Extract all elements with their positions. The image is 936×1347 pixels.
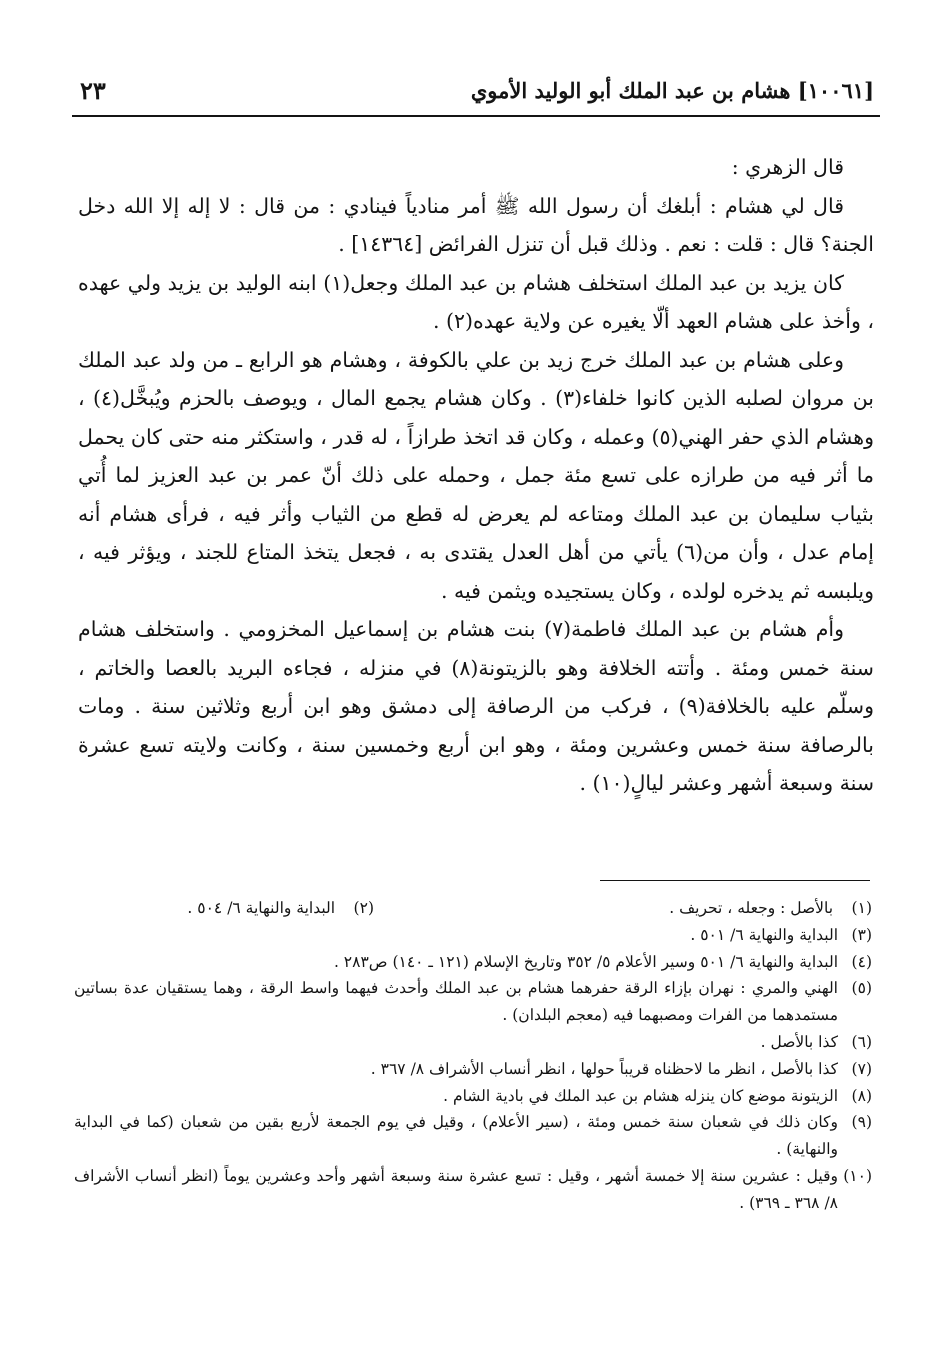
footnote-number: (١) xyxy=(851,899,872,917)
footnote xyxy=(74,895,374,922)
footnote-text: كذا بالأصل ، انظر ما لاحظناه قريباً حولها ، انظر أنساب الأشراف ٨/ ٣٦٧ . xyxy=(370,1059,838,1078)
footnote-number: (٤) xyxy=(851,952,872,971)
footnote-text: بالأصل : وجعله ، تحريف . xyxy=(669,899,834,917)
header-rule xyxy=(72,115,880,117)
footnote-row xyxy=(74,895,872,922)
footnote xyxy=(74,1029,872,1056)
footnotes xyxy=(74,895,872,1217)
footnote-number: (٩) xyxy=(851,1113,872,1132)
footnote-number: (٨) xyxy=(851,1086,872,1105)
footnote-text: البداية والنهاية ٦/ ٥٠٤ . xyxy=(187,899,336,917)
paragraph: وأم هشام بن عبد الملك فاطمة(٧) بنت هشام بن إسماعيل المخزومي . واستخلف هشام سنة خمس ومئة . وأتته الخلافة وهو بالزيتونة(٨) في منزله ، فجاءه البريد بالعصا والخاتم ، وسلّم عليه بالخلافة(٩) ، فركب من الرصافة إلى دمشق وهو ابن أربع وثلاثين سنة . ومات بالرصافة سنة خمس وعشرين ومئة ، وهو ابن أربع وخمسين سنة ، وكانت ولايته تسع عشرة سنة وسبعة أشهر وعشر ليالٍ(١٠) . xyxy=(78,617,875,795)
footnote xyxy=(74,1056,872,1083)
footnote-text: البداية والنهاية ٦/ ٥٠١ . xyxy=(690,925,838,944)
footnote-text: الزيتونة موضع كان ينزله هشام بن عبد الملك في بادية الشام . xyxy=(443,1086,838,1105)
footnote xyxy=(74,922,872,949)
paragraph: قال لي هشام : أبلغك أن رسول الله ﷺ أمر منادياً فينادي : من قال : لا إله إلا الله دخل الجنة؟ قال : قلت : نعم . وذلك قبل أن تنزل الفرائض [١٤٣٦٤] . xyxy=(78,193,874,256)
paragraph: وعلى هشام بن عبد الملك خرج زيد بن علي بالكوفة ، وهشام هو الرابع ـ من ولد عبد الملك بن مروان لصلبه الذين كانوا خلفاء(٣) . وكان هشام يجمع المال ، ويوصف بالحزم ويُبخَّل(٤) ، وهشام الذي حفر الهني(٥) وعمله ، وكان قد اتخذ طرازاً ، له قدر ، واستكثر منه حتى كان يحمل ما أثر فيه من طرازه على تسع مئة جمل ، وحمله على ذلك أنّ عمر بن عبد العزيز لما أُتي بثياب سليمان بن عبد الملك ومتاعه لم يعرض له قطع من الثياب وأثر فيه ، فرأى هشام أنه إمام عدل ، وأن من(٦) يأتي من أهل العدل يقتدى به ، فجعل يتخذ المتاع للجند ، ويؤثر فيه ، ويلبسه ثم يدخره لولده ، وكان يستجيده ويثمن فيه . xyxy=(78,347,875,603)
footnote-number: (١٠) xyxy=(843,1166,872,1185)
footnote xyxy=(74,975,872,1029)
paragraph: قال الزهري : xyxy=(731,155,844,179)
footnote xyxy=(74,1163,872,1217)
footnote-number: (٦) xyxy=(851,1032,872,1051)
footnote xyxy=(572,895,872,922)
footnote xyxy=(74,949,872,976)
paragraph: كان يزيد بن عبد الملك استخلف هشام بن عبد الملك وجعل(١) ابنه الوليد بن يزيد ولي عهده ، وأخذ على هشام العهد ألّا يغيره عن ولاية عهده(٢) . xyxy=(78,270,874,333)
footnote-number: (٥) xyxy=(851,979,872,998)
footnote-text: كذا بالأصل . xyxy=(760,1032,838,1051)
footnote-separator xyxy=(600,880,870,881)
footnote-number: (٢) xyxy=(353,899,374,917)
footnote-number: (٣) xyxy=(851,925,872,944)
footnote-text: الهني والمري : نهران بإزاء الرقة حفرهما هشام بن عبد الملك وأحدث فيهما واسط الرقة ، وهما يستقيان عدة بساتين مستمدهما من الفرات ومصبهما فيه (معجم البلدان) . xyxy=(74,979,838,1025)
main-text xyxy=(78,148,874,803)
footnote-number: (٧) xyxy=(851,1059,872,1078)
footnote xyxy=(74,1109,872,1163)
footnote-text: وقيل : عشرين سنة إلا خمسة أشهر ، وقيل : تسع عشرة سنة وسبعة أشهر وأحد وعشرين يوماً (انظر أنساب الأشراف ٨/ ٣٦٨ ـ ٣٦٩) . xyxy=(74,1166,838,1212)
footnote xyxy=(74,1083,872,1110)
page-number: ٢٣ xyxy=(80,76,106,105)
page-header xyxy=(72,72,880,122)
footnote-text: وكان ذلك في شعبان سنة خمس ومئة ، (سير الأعلام) ، وقيل في يوم الجمعة لأربع بقين من شعبان (كما في البداية والنهاية) . xyxy=(74,1113,838,1159)
running-title: [١٠٠٦١] هشام بن عبد الملك أبو الوليد الأموي xyxy=(470,78,874,103)
footnote-text: البداية والنهاية ٦/ ٥٠١ وسير الأعلام ٥/ ٣٥٢ وتاريخ الإسلام (١٢١ ـ ١٤٠) ص٢٨٣ . xyxy=(333,952,838,971)
